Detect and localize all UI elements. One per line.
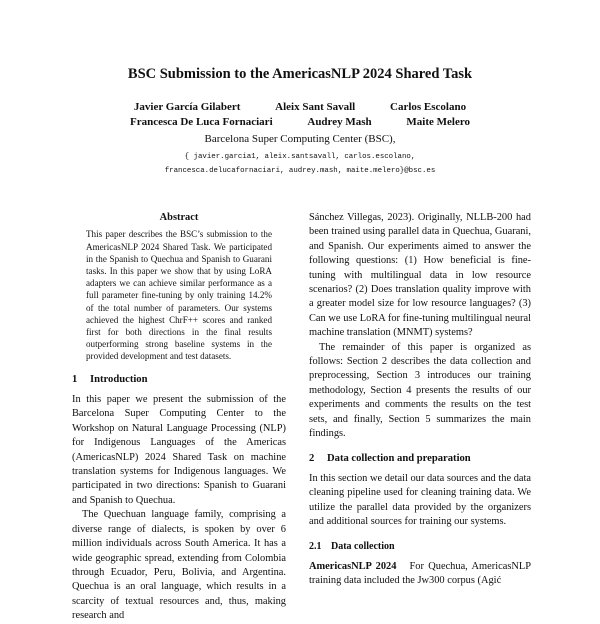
email-line: { javier.garcia1, aleix.santsavall, carlos.escolano, [184, 153, 416, 161]
abstract-heading: Abstract [159, 212, 199, 223]
paper-title: BSC Submission to the AmericasNLP 2024 Shared Task [127, 66, 473, 82]
affiliation: Barcelona Super Computing Center (BSC), [204, 133, 396, 145]
right-column [309, 211, 531, 589]
section-number: 1 [72, 373, 78, 385]
section-title: Introduction [90, 373, 148, 385]
author-row-2 [0, 115, 600, 130]
subsection-number: 2.1 [309, 540, 322, 552]
abstract-text: This paper describes the BSC’s submission to the AmericasNLP 2024 Shared Task. We participated in the Spanish to Quechua and Spanish to Guarani tasks. In this paper we show that by using LoRA adapters we can achieve similar performance as a full parameter fine-tuning by only training 14.2% of the total number of parameters. Our systems achieved the highest ChrF++ scores and ranked first for both directions in the final results outperforming strong baseline systems in the provided development and test datasets. [86, 229, 272, 362]
subsection-heading-data-collection [309, 540, 531, 554]
author-name: Maite Melero [406, 115, 471, 128]
author-name: Javier García Gilabert [133, 101, 241, 113]
author-name: Audrey Mash [307, 115, 372, 128]
data-paragraph-1: In this section we detail our data sources and the data cleaning pipeline used for cleaning training data. We utilize the parallel data provided by the organizers and additional sources for training our systems. [309, 472, 531, 528]
intro-paragraph-1: In this paper we present the submission of the Barcelona Super Computing Center to the Workshop on Natural Language Processing (NLP) for Indigenous Languages of the Americas (AmericasNLP) 2024 Shared Task on machine translation systems for Indigenous languages. We participated in two directions: Spanish to Guarani and Spanish to Quechua. [72, 394, 286, 506]
section-number: 2 [309, 452, 315, 464]
left-column [72, 211, 286, 624]
intro-paragraph-continued: Sánchez Villegas, 2023). Originally, NLLB-200 had been trained using parallel data in Quechua, Guarani, and Spanish. Our experiments aimed to answer the following questions: (1) How beneficial is fine-tuning with multilingual data in low resource scenarios? (2) Does translation quality improve with a greater model size for low resource languages? (3) Can we use LoRA for fine-tuning multilingual neural machine translation (MNMT) systems? [309, 212, 531, 339]
email-line: francesca.delucafornaciari, audrey.mash, maite.melero}@bsc.es [164, 167, 436, 175]
author-emails [0, 150, 600, 178]
author-list [0, 100, 600, 129]
intro-paragraph-organization: The remainder of this paper is organized as follows: Section 2 describes the data collection and preprocessing, Section 3 introduces our training methodology, Section 4 presents the results of our experiments and comments the results on the test sets, and finally, Section 5 summarizes the main findings. [309, 341, 531, 440]
subsection-title: Data collection [331, 540, 395, 552]
section-title: Data collection and preparation [327, 452, 471, 464]
paragraph-lead: AmericasNLP 2024 [309, 560, 397, 572]
author-name: Francesca De Luca Fornaciari [129, 115, 273, 128]
author-name: Carlos Escolano [390, 101, 467, 113]
section-heading-data [309, 452, 531, 466]
author-name: Aleix Sant Savall [275, 101, 356, 113]
paragraph-text: For Quechua, AmericasNLP training data included the Jw300 corpus (Agić [309, 560, 531, 587]
data-collection-paragraph [309, 560, 531, 589]
intro-paragraph-2: The Quechuan language family, comprising a diverse range of dialects, is spoken by over 6 million individuals across South America. It has a wide geographic spread, extending from Colombia through Ecuador, Peru, Bolivia, and Argentina. Quechua is an oral language, which results in a scarcity of textual resources and, thus, making research and [72, 509, 286, 622]
section-heading-introduction [72, 373, 286, 387]
author-row-1 [0, 100, 600, 115]
